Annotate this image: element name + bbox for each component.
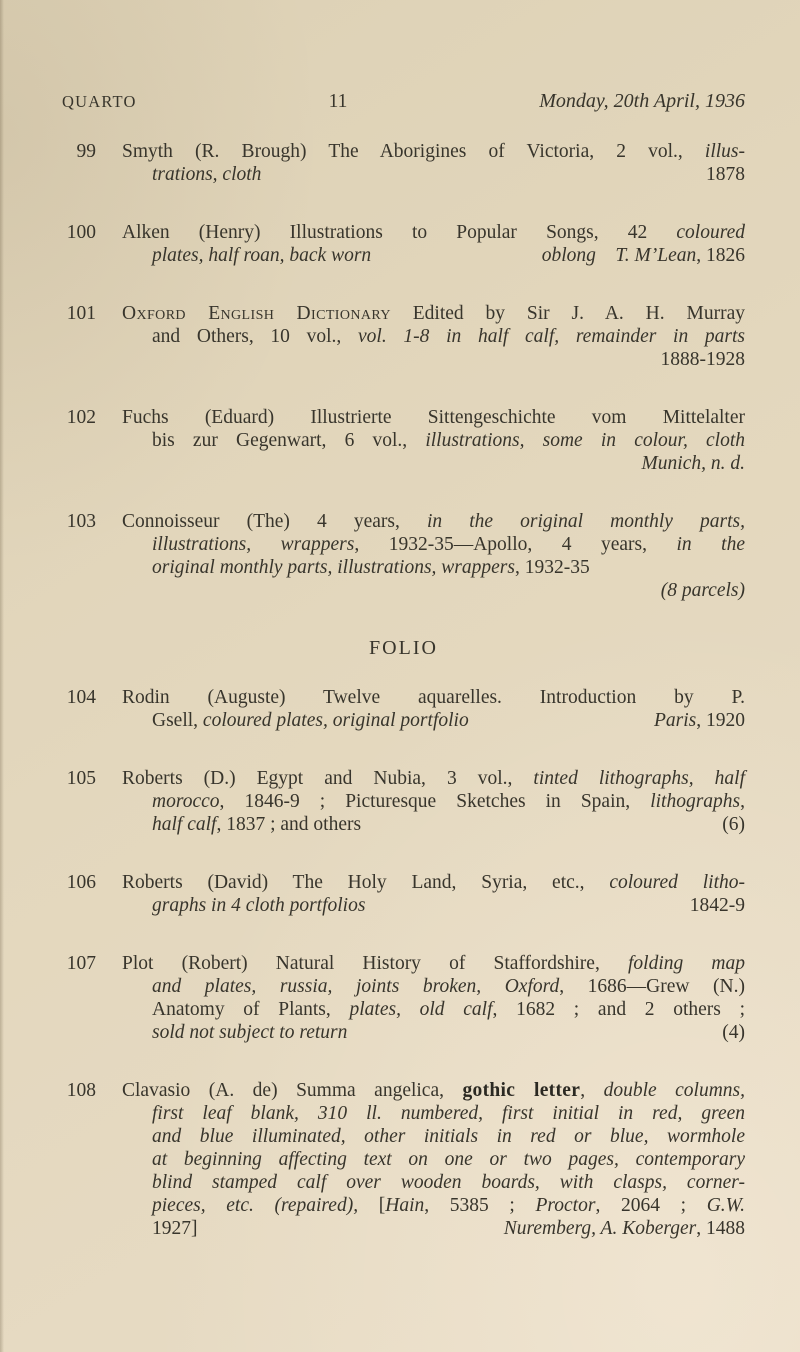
entry-line [122, 1021, 745, 1044]
text-segment: illustrations, wrappers [152, 534, 355, 555]
sale-date: Monday, 20th April, 1936 [539, 90, 745, 112]
entry-line [122, 302, 745, 325]
lot-number: 107 [66, 953, 96, 974]
text-segment: Hain [385, 1195, 425, 1216]
text-segment: plates, old calf [349, 999, 493, 1020]
text-segment: Connoisseur (The) 4 years, [122, 511, 427, 532]
catalog-entry [66, 1079, 746, 1240]
entry-line [122, 510, 745, 533]
entry-lines [122, 767, 745, 836]
line-right-group [690, 894, 745, 917]
text-segment: Edited by Sir J. A. H. Murray [390, 303, 745, 324]
entry-lines [122, 952, 745, 1044]
text-segment: 1842-9 [689, 895, 745, 916]
text-segment: Fuchs (Eduard) Illustrierte Sittengeschichte vom Mittelalter [122, 407, 745, 428]
text-segment: morocco [152, 791, 220, 812]
text-segment: , 1932-35—Apollo, 4 years, [354, 534, 677, 555]
catalog-entries-folio [62, 686, 745, 1240]
text-segment: 1927] [152, 1218, 198, 1239]
entry-line [122, 221, 745, 244]
text-segment [596, 245, 616, 266]
entry-line [122, 533, 745, 556]
entry-line [122, 1079, 745, 1102]
lot-number: 102 [66, 407, 96, 428]
lot-number: 101 [66, 303, 96, 324]
page-number: 11 [328, 91, 348, 112]
catalog-entry [66, 871, 745, 917]
text-segment: and blue illuminated, other initials in red or blue, wormhole [152, 1126, 745, 1147]
text-segment: bis zur Gegenwart, 6 vol., [152, 430, 426, 451]
text-segment: Clavasio (A. de) Summa angelica, [122, 1080, 463, 1101]
entry-line [122, 998, 745, 1021]
line-left-group [152, 813, 361, 836]
entry-line [122, 686, 745, 709]
text-segment: Munich, n. d. [641, 453, 745, 474]
catalog-entry [66, 952, 745, 1044]
text-segment: tinted lithographs, half [533, 768, 745, 789]
entry-line [122, 1125, 745, 1148]
entry-lines [122, 686, 745, 732]
text-segment: G.W. [706, 1195, 746, 1216]
text-segment: (4) [722, 1022, 745, 1043]
folio-section-heading: FOLIO [369, 637, 438, 659]
text-segment: , 2064 ; [595, 1195, 707, 1216]
catalog-entry [76, 140, 745, 186]
line-right-group [706, 163, 745, 186]
catalog-entry [66, 767, 745, 836]
entry-line [122, 556, 745, 579]
entry-line [122, 975, 745, 998]
catalog-entries-quarto [62, 140, 745, 602]
text-segment: Anatomy of Plants, [152, 999, 350, 1020]
page-header [62, 90, 745, 113]
line-right-group [722, 1021, 745, 1044]
entry-lines [122, 221, 745, 267]
entry-line [122, 140, 745, 163]
line-left-group [152, 894, 365, 917]
text-segment: , [740, 791, 745, 812]
text-segment: coloured plates, original portfolio [202, 710, 469, 731]
entry-lines [122, 510, 745, 602]
entry-line [122, 813, 745, 836]
text-segment: Roberts (David) The Holy Land, Syria, etc., [122, 872, 610, 893]
entry-line [122, 325, 745, 348]
text-segment: trations, cloth [152, 164, 262, 185]
line-left-group [152, 244, 371, 267]
text-segment: , 1920 [696, 710, 745, 731]
entry-line [122, 429, 745, 452]
lot-number: 106 [66, 872, 96, 893]
text-segment: half calf [152, 814, 217, 835]
text-segment: and Others, 10 vol., [152, 326, 358, 347]
text-segment: Nuremberg, A. Koberger [503, 1218, 697, 1239]
line-left-group [152, 709, 469, 732]
text-segment: original monthly parts, illustrations, wrappers [152, 557, 515, 578]
text-segment: plates, half roan, back worn [152, 245, 372, 266]
text-segment: double columns, [603, 1080, 745, 1101]
text-segment: , 1488 [696, 1218, 745, 1239]
entry-line [122, 1171, 745, 1194]
text-segment: illus- [704, 141, 745, 162]
entry-line [122, 1148, 745, 1171]
catalog-entry [66, 406, 745, 475]
entry-line [122, 163, 745, 186]
text-segment: 1888-1928 [660, 349, 745, 370]
text-segment: gothic letter [462, 1080, 581, 1101]
text-segment: , [580, 1080, 604, 1101]
lot-number: 99 [76, 141, 96, 162]
catalog-entry [66, 686, 745, 732]
entry-lines [122, 302, 745, 371]
text-segment: coloured litho- [609, 872, 745, 893]
entry-line [122, 767, 745, 790]
entry-line [122, 244, 745, 267]
lot-number: 100 [66, 222, 96, 243]
text-segment: (8 parcels) [660, 580, 745, 601]
text-segment: at beginning affecting text on one or two pages, contemporary [152, 1149, 745, 1170]
text-segment: first leaf blank, 310 ll. numbered, first initial in red, green [152, 1103, 745, 1124]
entry-line [122, 709, 745, 732]
entry-line [122, 894, 745, 917]
text-segment: coloured [676, 222, 745, 243]
lot-number: 103 [66, 511, 96, 532]
entry-line [122, 952, 745, 975]
text-segment: graphs in 4 cloth portfolios [152, 895, 366, 916]
text-segment: , 1932-35 [514, 557, 590, 578]
line-right-group [504, 1217, 745, 1240]
entry-line [122, 406, 745, 429]
text-segment: (6) [722, 814, 745, 835]
line-left-group [152, 1217, 198, 1240]
text-segment: Paris [653, 710, 697, 731]
text-segment: Roberts (D.) Egypt and Nubia, 3 vol., [122, 768, 534, 789]
catalog-entry [66, 302, 745, 371]
entry-line [122, 1217, 745, 1240]
lot-number: 108 [66, 1080, 96, 1101]
text-segment: Smyth (R. Brough) The Aborigines of Victoria, 2 vol., [122, 141, 705, 162]
text-segment: lithographs [650, 791, 741, 812]
text-segment: Rodin (Auguste) Twelve aquarelles. Introduction by P. [122, 687, 745, 708]
line-right-group [722, 813, 745, 836]
text-segment: [ [378, 1195, 386, 1216]
text-segment: folding map [627, 953, 745, 974]
text-segment: illustrations, some in colour, cloth [425, 430, 745, 451]
text-segment: and plates, russia, joints broken, Oxford [152, 976, 560, 997]
text-segment: in the [676, 534, 745, 555]
text-segment: Plot (Robert) Natural History of Staffordshire, [122, 953, 628, 974]
text-segment: blind stamped calf over wooden boards, with clasps, corner- [152, 1172, 745, 1193]
entry-lines [122, 871, 745, 917]
text-segment: Alken (Henry) Illustrations to Popular Songs, 42 [122, 222, 677, 243]
text-segment: in the original monthly parts, [426, 511, 746, 532]
text-segment: oblong [541, 245, 596, 266]
entry-line [122, 579, 745, 602]
entry-line [122, 871, 745, 894]
text-segment: , 1826 [696, 245, 745, 266]
entry-lines [122, 406, 745, 475]
entry-line [122, 790, 745, 813]
entry-line [122, 1194, 745, 1217]
text-segment: vol. 1-8 in half calf, remainder in parts [358, 326, 745, 347]
catalog-entry [66, 221, 745, 267]
text-segment: , 1682 ; and 2 others ; [492, 999, 745, 1020]
line-right-group [654, 709, 745, 732]
entry-lines [122, 1079, 745, 1240]
text-segment: , 5385 ; [424, 1195, 536, 1216]
text-segment: Proctor [535, 1195, 596, 1216]
entry-line [122, 452, 745, 475]
text-segment: , 1686—Grew (N.) [559, 976, 745, 997]
entry-lines [122, 140, 745, 186]
text-segment: Oxford English Dictionary [122, 303, 391, 324]
lot-number: 105 [66, 768, 96, 789]
catalog-entry [66, 510, 746, 602]
format-section-label: QUARTO [62, 92, 137, 111]
text-segment: Gsell, [152, 710, 203, 731]
lot-number: 104 [66, 687, 96, 708]
text-segment: T. M’Lean [615, 245, 697, 266]
line-left-group [152, 163, 261, 186]
entry-line [122, 348, 745, 371]
text-segment: , 1837 ; and others [216, 814, 362, 835]
text-segment: pieces, etc. (repaired), [152, 1195, 379, 1216]
entry-line [122, 1102, 745, 1125]
line-left-group [152, 1021, 347, 1044]
text-segment: sold not subject to return [152, 1022, 348, 1043]
text-segment: , 1846-9 ; Picturesque Sketches in Spain, [219, 791, 651, 812]
text-segment: 1878 [706, 164, 745, 185]
line-right-group [542, 244, 745, 267]
